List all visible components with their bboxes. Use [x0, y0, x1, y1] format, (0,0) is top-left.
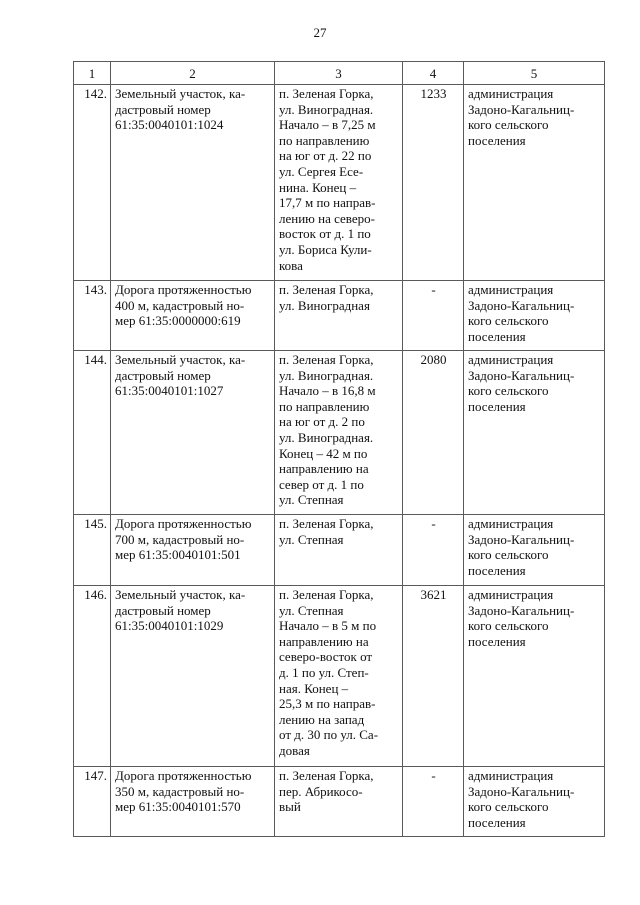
object-location: п. Зеленая Горка, ул. Степная Начало – в 5 м по направлению на северо-восток от д. 1 по ул. Степ- ная. Конец – 25,3 м по направ- лению на запад от д. 30 по ул. Са- довая	[275, 586, 403, 767]
table-row	[74, 515, 605, 586]
object-area: 3621	[403, 586, 464, 767]
object-location: п. Зеленая Горка, ул. Виноградная. Начало – в 7,25 м по направлению на юг от д. 22 по ул. Сергея Есе- нина. Конец – 17,7 м по направ- лению на северо- восток от д. 1 по ул. Бориса Кули- кова	[275, 85, 403, 281]
table-row	[74, 85, 605, 281]
object-description: Дорога протяженностью 700 м, кадастровый но- мер 61:35:0040101:501	[111, 515, 275, 586]
object-location: п. Зеленая Горка, пер. Абрикосо- вый	[275, 767, 403, 837]
object-owner: администрация Задоно-Кагальниц- кого сельского поселения	[464, 281, 605, 351]
header-cell-4: 4	[403, 62, 464, 85]
object-location: п. Зеленая Горка, ул. Степная	[275, 515, 403, 586]
object-owner: администрация Задоно-Кагальниц- кого сельского поселения	[464, 85, 605, 281]
object-description: Дорога протяженностью 400 м, кадастровый но- мер 61:35:0000000:619	[111, 281, 275, 351]
object-description: Земельный участок, ка- дастровый номер 61:35:0040101:1029	[111, 586, 275, 767]
table-row	[74, 281, 605, 351]
header-row	[74, 62, 605, 85]
object-owner: администрация Задоно-Кагальниц- кого сельского поселения	[464, 515, 605, 586]
row-number: 143.	[74, 281, 111, 351]
object-description: Земельный участок, ка- дастровый номер 61:35:0040101:1024	[111, 85, 275, 281]
object-area: 1233	[403, 85, 464, 281]
object-area: -	[403, 281, 464, 351]
object-owner: администрация Задоно-Кагальниц- кого сельского поселения	[464, 351, 605, 515]
header-cell-3: 3	[275, 62, 403, 85]
page-number: 27	[313, 25, 327, 40]
object-owner: администрация Задоно-Кагальниц- кого сельского поселения	[464, 586, 605, 767]
row-number: 142.	[74, 85, 111, 281]
table-row	[74, 351, 605, 515]
table-row	[74, 586, 605, 767]
object-area: -	[403, 515, 464, 586]
header-cell-2: 2	[111, 62, 275, 85]
table-row	[74, 767, 605, 837]
header-cell-5: 5	[464, 62, 605, 85]
object-area: -	[403, 767, 464, 837]
registry-table	[73, 61, 605, 837]
row-number: 147.	[74, 767, 111, 837]
object-location: п. Зеленая Горка, ул. Виноградная	[275, 281, 403, 351]
row-number: 146.	[74, 586, 111, 767]
object-description: Дорога протяженностью 350 м, кадастровый но- мер 61:35:0040101:570	[111, 767, 275, 837]
row-number: 145.	[74, 515, 111, 586]
table-body	[74, 85, 605, 837]
object-location: п. Зеленая Горка, ул. Виноградная. Начало – в 16,8 м по направлению на юг от д. 2 по ул. Виноградная. Конец – 42 м по направлению на север от д. 1 по ул. Степная	[275, 351, 403, 515]
table-header	[74, 62, 605, 85]
object-description: Земельный участок, ка- дастровый номер 61:35:0040101:1027	[111, 351, 275, 515]
row-number: 144.	[74, 351, 111, 515]
object-owner: администрация Задоно-Кагальниц- кого сельского поселения	[464, 767, 605, 837]
object-area: 2080	[403, 351, 464, 515]
header-cell-1: 1	[74, 62, 111, 85]
